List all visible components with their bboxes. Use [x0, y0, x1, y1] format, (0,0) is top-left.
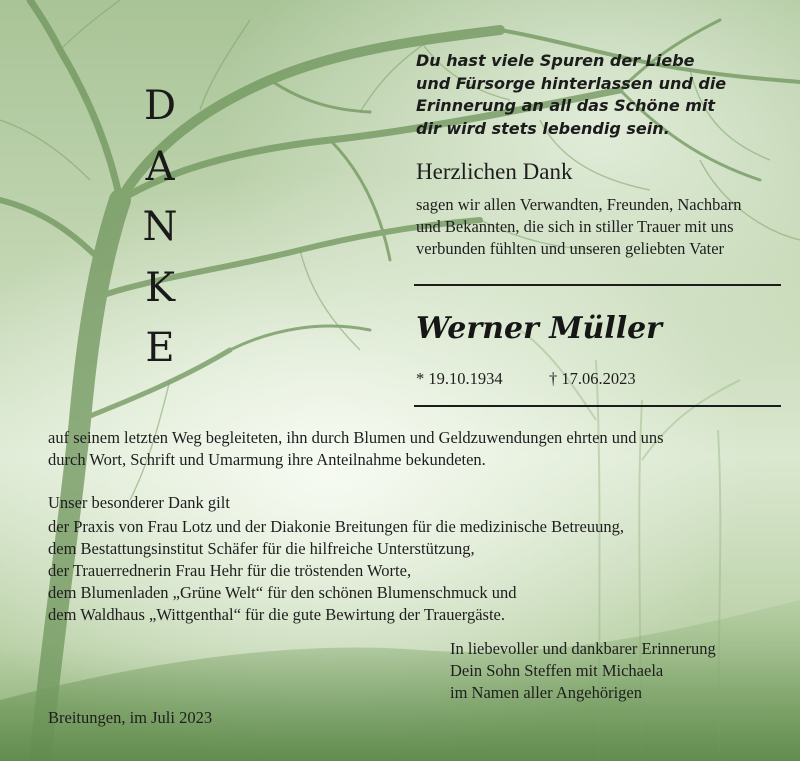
body-text-line: durch Wort, Schrift und Umarmung ihre Anteilnahme bekundeten. — [48, 450, 486, 469]
thanks-text-line: und Bekannten, die sich in stiller Trauer mit uns — [416, 217, 734, 236]
thanks-text — [416, 194, 741, 260]
closing-family: Dein Sohn Steffen mit Michaela — [450, 661, 664, 680]
quote-line: Erinnerung an all das Schöne mit — [416, 96, 716, 115]
quote-line: dir wird stets lebendig sein. — [416, 118, 670, 138]
danke-vertical-title — [142, 76, 178, 379]
body-text — [48, 427, 664, 471]
closing-signature — [450, 638, 716, 704]
special-thanks-list — [48, 516, 624, 626]
place-date: Breitungen, im Juli 2023 — [48, 708, 213, 727]
body-text-line: auf seinem letzten Weg begleiteten, ihn durch Blumen und Geldzuwendungen ehrten und uns — [48, 428, 664, 447]
special-thanks-item: dem Bestattungsinstitut Schäfer für die hilfreiche Unterstützung, — [48, 539, 475, 558]
danke-letter: K — [145, 264, 175, 311]
birth-date: * 19.10.1934 — [416, 369, 503, 388]
quote-line: Du hast viele Spuren der Liebe — [416, 51, 695, 70]
thanks-text-line: verbunden fühlten und unseren geliebten Vater — [416, 239, 725, 258]
danke-letter: D — [143, 83, 177, 129]
special-thanks-item: der Praxis von Frau Lotz und der Diakonie Breitungen für die medizinische Betreuung, — [48, 517, 624, 536]
special-thanks-heading: Unser besonderer Dank gilt — [48, 493, 230, 512]
death-date: † 17.06.2023 — [549, 369, 636, 388]
special-thanks-item: dem Blumenladen „Grüne Welt“ für den schönen Blumenschmuck und — [48, 583, 517, 602]
thanks-text-line: sagen wir allen Verwandten, Freunden, Nachbarn — [416, 195, 742, 214]
closing-relatives: im Namen aller Angehörigen — [450, 683, 642, 702]
danke-letter: E — [145, 325, 175, 371]
special-thanks-item: dem Waldhaus „Wittgenthal“ für die gute Bewirtung der Trauergäste. — [48, 605, 505, 624]
deceased-name: Werner Müller — [416, 311, 662, 346]
divider-bottom — [414, 405, 781, 407]
danke-letter: N — [142, 204, 178, 250]
memorial-quote — [416, 50, 726, 140]
danke-letter: A — [145, 143, 175, 190]
special-thanks-item: der Trauerrednerin Frau Hehr für die tröstenden Worte, — [48, 561, 412, 580]
thanks-heading: Herzlichen Dank — [416, 159, 573, 184]
closing-line: In liebevoller und dankbarer Erinnerung — [450, 639, 716, 658]
divider-top — [414, 284, 781, 286]
quote-line: und Fürsorge hinterlassen und die — [416, 73, 727, 93]
